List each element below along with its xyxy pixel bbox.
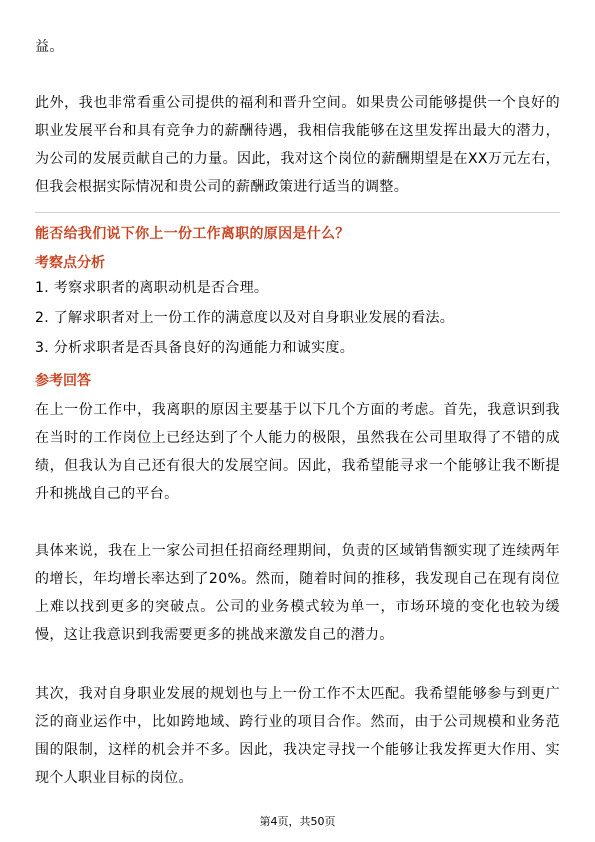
intro-tail: 益。 [35,39,64,55]
analysis-item: 3. 分析求职者是否具备良好的沟通能力和诚实度。 [35,340,355,356]
interview-question: 能否给我们说下你上一份工作离职的原因是什么？ [35,226,350,242]
analysis-item: 2. 了解求职者对上一份工作的满意度以及对自身职业发展的看法。 [35,310,455,326]
answer-paragraph: 其次，我对自身职业发展的规划也与上一份工作不太匹配。我希望能够参与到更广泛的商业运作中，比如跨地域、跨行业的项目合作。然而，由于公司规模和业务范围的限制，这样的机会并不多。因此，我决定寻找一个能够让我发挥更大作用、实现个人职业目标的岗位。 [35,686,560,786]
answer-heading: 参考回答 [35,373,91,389]
section-divider [35,212,560,213]
answer-paragraph: 具体来说，我在上一家公司担任招商经理期间，负责的区域销售额实现了连续两年的增长，年均增长率达到了20%。然而，随着时间的推移，我发现自己在现有岗位上难以找到更多的突破点。公司的业务模式较为单一，市场环境的变化也较为缓慢，这让我意识到我需要更多的挑战来激发自己的潜力。 [35,543,560,643]
page-number: 第4页，共50页 [259,815,336,828]
analysis-heading: 考察点分析 [35,255,105,271]
paragraph-benefits: 此外，我也非常看重公司提供的福利和晋升空间。如果贵公司能够提供一个良好的职业发展平台和具有竞争力的薪酬待遇，我相信我能够在这里发挥出最大的潜力，为公司的发展贡献自己的力量。因此，我对这个岗位的薪酬期望是在XX万元左右，但我会根据实际情况和贵公司的薪酬政策进行适当的调整。 [35,95,560,195]
analysis-list [35,278,560,368]
analysis-item: 1. 考察求职者的离职动机是否合理。 [35,280,269,296]
answer-paragraph: 在上一份工作中，我离职的原因主要基于以下几个方面的考虑。首先，我意识到我在当时的工作岗位上已经达到了个人能力的极限，虽然我在公司里取得了不错的成绩，但我认为自己还有很大的发展空间。因此，我希望能寻求一个能够让我不断提升和挑战自己的平台。 [35,402,560,502]
